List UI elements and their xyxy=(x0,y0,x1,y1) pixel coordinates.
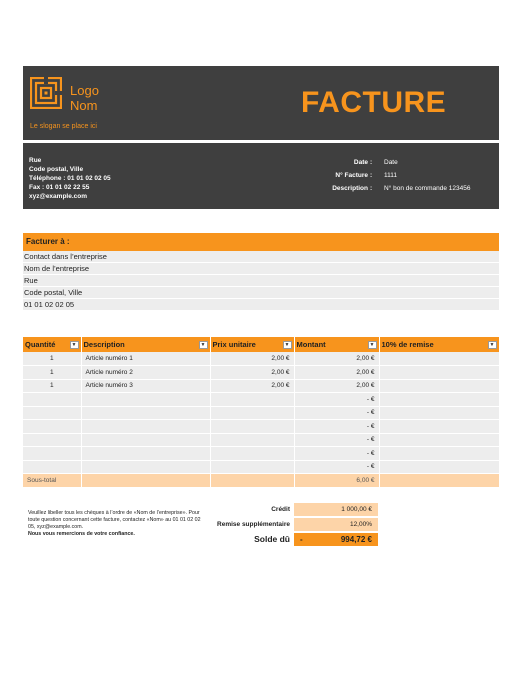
meta-value[interactable]: Date xyxy=(384,159,398,166)
credit-row xyxy=(210,502,378,516)
filter-dropdown-icon[interactable]: ▼ xyxy=(488,341,497,349)
col-header-description[interactable] xyxy=(81,337,210,352)
cell-qty[interactable] xyxy=(23,406,81,420)
bill-to-company[interactable]: Nom de l’entreprise xyxy=(23,263,499,275)
cell-amount[interactable]: - € xyxy=(294,433,379,447)
cell-qty[interactable]: 1 xyxy=(23,379,81,393)
table-row xyxy=(23,406,499,420)
cell-desc[interactable] xyxy=(81,393,210,407)
cell-amount[interactable]: - € xyxy=(294,460,379,474)
table-row xyxy=(23,393,499,407)
bill-to-phone[interactable]: 01 01 02 02 05 xyxy=(23,299,499,311)
col-header-unit-price[interactable] xyxy=(210,337,294,352)
cell-price[interactable] xyxy=(210,460,294,474)
col-label: Description xyxy=(83,340,125,349)
invoice-meta xyxy=(273,156,499,195)
extra-discount-value[interactable]: 12,00% xyxy=(294,518,378,531)
meta-colon: : xyxy=(370,172,373,179)
cell-discount[interactable] xyxy=(379,460,499,474)
meta-row-number xyxy=(273,169,499,182)
col-label: Quantité xyxy=(25,340,56,349)
extra-discount-label: Remise supplémentaire xyxy=(217,520,290,528)
table-row xyxy=(23,447,499,461)
header-divider xyxy=(23,140,499,143)
cell-amount[interactable]: - € xyxy=(294,406,379,420)
bill-to-heading xyxy=(23,233,499,251)
cell-discount[interactable] xyxy=(379,433,499,447)
cell-qty[interactable]: 1 xyxy=(23,352,81,366)
table-row xyxy=(23,433,499,447)
cell-amount[interactable]: - € xyxy=(294,447,379,461)
page-title: FACTURE xyxy=(301,86,447,119)
seller-fax: Fax : 01 01 02 22 55 xyxy=(29,184,90,191)
credit-label: Crédit xyxy=(271,505,290,513)
cell-desc[interactable] xyxy=(81,433,210,447)
cell-discount[interactable] xyxy=(379,352,499,366)
seller-city: Code postal, Ville xyxy=(29,166,84,173)
meta-row-date xyxy=(273,156,499,169)
cell-qty[interactable] xyxy=(23,420,81,434)
thanks-text: Nous vous remercions de votre confiance. xyxy=(28,531,135,537)
meta-label: N° Facture xyxy=(335,172,368,179)
logo-line-2: Nom xyxy=(70,98,98,113)
meta-row-description xyxy=(273,182,499,195)
cell-amount[interactable]: - € xyxy=(294,393,379,407)
extra-discount-row xyxy=(210,517,378,531)
cell-desc[interactable]: Article numéro 1 xyxy=(81,352,210,366)
meta-value[interactable]: 1111 xyxy=(384,172,398,179)
seller-phone: Téléphone : 01 01 02 02 05 xyxy=(29,175,111,182)
table-row xyxy=(23,420,499,434)
seller-address xyxy=(29,156,111,201)
items-table xyxy=(23,337,500,488)
logo-maze-icon xyxy=(30,77,62,109)
cell-price[interactable] xyxy=(210,433,294,447)
table-row xyxy=(23,366,499,380)
cell-desc[interactable] xyxy=(81,420,210,434)
seller-street: Rue xyxy=(29,157,42,164)
seller-email: xyz@example.com xyxy=(29,193,88,200)
cell-amount[interactable]: 2,00 € xyxy=(294,352,379,366)
cell-qty[interactable] xyxy=(23,460,81,474)
col-label: Prix unitaire xyxy=(212,340,256,349)
subtotal-value: 6,00 € xyxy=(294,474,379,488)
cell-price[interactable] xyxy=(210,393,294,407)
invoice-header xyxy=(23,66,499,209)
cell-discount[interactable] xyxy=(379,406,499,420)
cell-desc[interactable] xyxy=(81,460,210,474)
bill-to-street[interactable]: Rue xyxy=(23,275,499,287)
cell-price[interactable] xyxy=(210,447,294,461)
credit-value[interactable]: 1 000,00 € xyxy=(294,503,378,516)
cell-desc[interactable]: Article numéro 3 xyxy=(81,379,210,393)
col-label: Montant xyxy=(296,340,326,349)
subtotal-label: Sous-total xyxy=(23,474,81,488)
subtotal-empty xyxy=(379,474,499,488)
meta-label: Description xyxy=(332,185,368,192)
payment-instructions: Veuillez libeller tous les chèques à l’ordre de «Nom de l’entreprise». Pour toute question concernant cette facture, contactez «Nom» au 01 01 02 02 05, xyz@example.com. xyxy=(28,510,201,530)
cell-amount[interactable]: 2,00 € xyxy=(294,366,379,380)
cell-price[interactable]: 2,00 € xyxy=(210,352,294,366)
cell-discount[interactable] xyxy=(379,393,499,407)
table-row xyxy=(23,352,499,366)
logo-name xyxy=(70,83,99,113)
items-header-row xyxy=(23,337,499,352)
balance-dash: - xyxy=(300,534,303,544)
cell-discount[interactable] xyxy=(379,366,499,380)
cell-amount[interactable]: 2,00 € xyxy=(294,379,379,393)
bill-to-lines xyxy=(23,251,499,311)
balance-value: 994,72 € xyxy=(340,534,372,544)
subtotal-empty xyxy=(210,474,294,488)
col-label: 10% de remise xyxy=(381,340,434,349)
cell-discount[interactable] xyxy=(379,379,499,393)
meta-value[interactable]: N° bon de commande 123456 xyxy=(384,185,471,192)
logo-line-1: Logo xyxy=(70,83,99,98)
cell-price[interactable] xyxy=(210,406,294,420)
slogan: Le slogan se place ici xyxy=(30,123,97,130)
cell-discount[interactable] xyxy=(379,420,499,434)
filter-dropdown-icon[interactable]: ▼ xyxy=(199,341,208,349)
meta-label: Date xyxy=(353,159,368,166)
bill-to-contact[interactable]: Contact dans l’entreprise xyxy=(23,251,499,263)
table-row xyxy=(23,460,499,474)
filter-dropdown-icon[interactable]: ▼ xyxy=(368,341,377,349)
cell-amount[interactable]: - € xyxy=(294,420,379,434)
table-row xyxy=(23,379,499,393)
cell-qty[interactable] xyxy=(23,433,81,447)
col-header-quantity[interactable] xyxy=(23,337,81,352)
cell-price[interactable] xyxy=(210,420,294,434)
cell-qty[interactable] xyxy=(23,393,81,407)
cell-desc[interactable]: Article numéro 2 xyxy=(81,366,210,380)
col-header-discount[interactable] xyxy=(379,337,499,352)
cell-discount[interactable] xyxy=(379,447,499,461)
meta-colon: : xyxy=(370,185,373,192)
bill-to-city[interactable]: Code postal, Ville xyxy=(23,287,499,299)
filter-dropdown-icon[interactable]: ▼ xyxy=(283,341,292,349)
cell-desc[interactable] xyxy=(81,447,210,461)
bill-to-title: Facturer à : xyxy=(26,237,70,246)
cell-qty[interactable]: 1 xyxy=(23,366,81,380)
payment-note xyxy=(28,510,203,538)
subtotal-empty xyxy=(81,474,210,488)
balance-row xyxy=(210,532,378,546)
filter-dropdown-icon[interactable]: ▼ xyxy=(70,341,79,349)
balance-label: Solde dû xyxy=(254,534,290,544)
subtotal-row xyxy=(23,474,499,488)
summary-block xyxy=(210,502,378,547)
cell-price[interactable]: 2,00 € xyxy=(210,379,294,393)
balance-value-box xyxy=(294,533,378,546)
cell-desc[interactable] xyxy=(81,406,210,420)
col-header-amount[interactable] xyxy=(294,337,379,352)
cell-qty[interactable] xyxy=(23,447,81,461)
cell-price[interactable]: 2,00 € xyxy=(210,366,294,380)
meta-colon: : xyxy=(370,159,373,166)
